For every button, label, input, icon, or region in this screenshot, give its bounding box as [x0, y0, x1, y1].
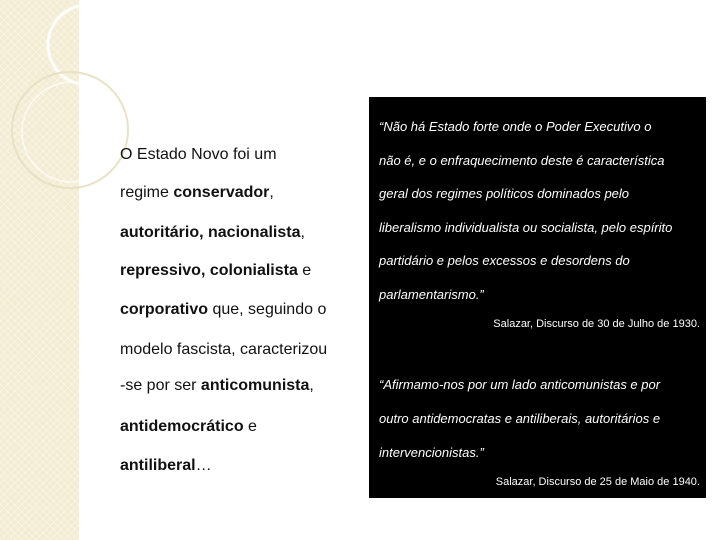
quote-1-line-3: geral dos regimes políticos dominados pelo	[379, 186, 630, 201]
text-line-3: autoritário, nacionalista,	[120, 224, 305, 241]
quote-2-line-3: intervencionistas.”	[379, 445, 484, 460]
quote-2-line-1: “Afirmamo-nos por um lado anticomunistas e por	[379, 377, 661, 392]
text-line-4: repressivo, colonialista e	[120, 262, 312, 279]
quote-2-line-2: outro antidemocratas e antiliberais, autoritários e	[379, 411, 661, 426]
quote-1-attribution: Salazar, Discurso de 30 de Julho de 1930.	[493, 318, 700, 330]
text-line-7: -se por ser anticomunista,	[120, 377, 314, 394]
text-line-2: regime conservador,	[120, 184, 274, 201]
quote-1-line-5: partidário e pelos excessos e desordens do	[379, 253, 630, 268]
quote-1-line-1: “Não há Estado forte onde o Poder Executivo o	[379, 119, 652, 134]
quote-2-attribution: Salazar, Discurso de 25 de Maio de 1940.	[495, 476, 700, 488]
text-line-9: antiliberal…	[120, 457, 212, 474]
quote-1-line-4: liberalismo individualista ou socialista, pelo espírito	[379, 220, 673, 235]
text-line-5: corporativo que, seguindo o	[120, 301, 327, 318]
text-line-6: modelo fascista, caracterizou	[120, 341, 328, 358]
quote-box	[369, 97, 706, 498]
text-line-8: antidemocrático e	[120, 418, 257, 435]
quote-1-line-2: não é, e o enfraquecimento deste é característica	[379, 153, 665, 168]
text-line-1: O Estado Novo foi um	[120, 146, 277, 163]
quote-1-line-6: parlamentarismo.”	[379, 287, 484, 302]
